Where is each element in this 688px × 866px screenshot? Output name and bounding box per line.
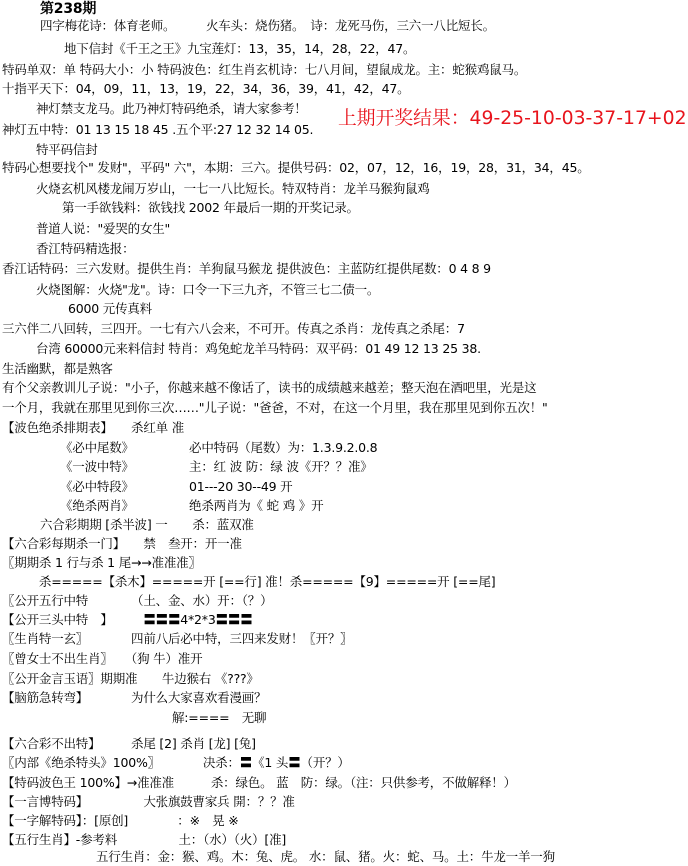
line-24: 《必中特段》 01---20 30--49 开 xyxy=(60,479,293,494)
line-01: 四字梅花诗：体育老师。 火车头：烧伤猪。 诗：龙死马伤，三六一八比短长。 xyxy=(40,18,495,33)
line-40: 【一言博特码】 大张旗鼓曹家兵 開：？？准 xyxy=(2,794,295,809)
line-37: 【六合彩不出特】 杀尾 [2] 杀肖 [龙] [兔] xyxy=(2,736,256,751)
line-35: 【脑筋急转弯】 为什么大家喜欢看漫画？ xyxy=(2,690,267,705)
line-04: 十指平天下：04，09，11，13，19，22，34，36，39，41，42，47。 xyxy=(2,81,410,96)
line-09: 火烧玄机风楼龙闹万岁山，一七一八比短长。特双特肖：龙羊马猴狗鼠鸡 xyxy=(36,181,430,196)
line-08: 特码心想要找个" 发财"，平码" 六"，本期：三六。提供号码：02，07，12，16，19，28，31，34，45。 xyxy=(2,160,590,175)
line-15: 6000 元传真料 xyxy=(68,301,152,316)
line-34: 〖公开金言玉语〗期期准 牛边猴右 《???》 xyxy=(2,671,259,686)
line-02: 地下信封《千王之王》九宝莲灯：13，35，14，28，22，47。 xyxy=(64,41,416,56)
line-30: 〖公开五行中特 （土、金、水）开：（？） xyxy=(2,593,273,608)
line-11: 普道人说："爱哭的女生" xyxy=(36,221,171,236)
line-36: 解:==== 无聊 xyxy=(172,710,267,725)
line-39: 【特码波色王 100%】→准准准 杀：绿色。 蓝 防：绿。（注：只供参考，不做解释！） xyxy=(2,775,516,790)
line-25: 《绝杀两肖》 绝杀两肖为《 蛇 鸡 》开 xyxy=(60,498,324,513)
line-43: 五行生肖：金：猴、鸡。木：兔、虎。 水：鼠、猪。火：蛇、马。土：牛龙一羊一狗 xyxy=(96,849,555,864)
line-05: 神灯禁支龙马。此乃神灯特码绝杀，请大家参考！ xyxy=(36,101,307,116)
result-banner: 上期开奖结果：49-25-10-03-37-17+02 xyxy=(338,107,687,129)
line-31: 【公开三头中特 】 〓〓〓4*2*3〓〓〓 xyxy=(2,612,253,627)
line-28: 〖期期杀 1 行与杀 1 尾→→准准准〗 xyxy=(2,555,201,570)
line-13: 香江话特码：三六发财。提供生肖：羊狗鼠马猴龙 提供波色：主蓝防红提供尾数：0 4 8 9 xyxy=(2,261,491,276)
line-23: 《一波中特》 主：红 波 防：绿 波《开？？准》 xyxy=(60,459,373,474)
line-10: 第一手欲钱料：欲钱找 2002 年最后一期的开奖记录。 xyxy=(62,200,359,215)
line-21: 【波色绝杀排期表】 杀红单 准 xyxy=(2,420,185,435)
line-07: 特平码信封 xyxy=(36,142,98,157)
issue-title: 第238期 xyxy=(40,1,97,17)
line-22: 《必中尾数》 必中特码（尾数）为：1.3.9.2.0.8 xyxy=(60,440,378,455)
line-38: 〖内部《绝杀特头》100%〗 决杀：〓《1 头〓（开？） xyxy=(2,755,350,770)
line-41: 【一字解特码】：[原创] ：※ 晃 ※ xyxy=(2,813,239,828)
line-42: 【五行生肖】-参考料 土：（水）（火）[准] xyxy=(2,832,287,847)
line-33: 〖曾女士不出生肖〗 （狗 牛）准开 xyxy=(2,651,203,666)
line-12: 香江特码精选报： xyxy=(36,241,135,256)
line-29: 杀=====【杀木】=====开 [==行] 准！杀=====【9】=====开 [==尾] xyxy=(2,574,496,589)
line-26: 六合彩期期 [杀半波] 一 杀：蓝双准 xyxy=(40,517,254,532)
line-18: 生活幽默，都是熟客 xyxy=(2,361,113,376)
line-14: 火烧图解：火烧"龙"。诗：口令一下三九齐，不管三七二债一。 xyxy=(36,282,380,297)
line-17: 台湾 60000元来料信封 特肖：鸡兔蛇龙羊马特码：双平码：01 49 12 13 25 38. xyxy=(36,341,481,356)
line-16: 三六伴二八回转，三四开。一七有六八会来，不可开。传真之杀肖：龙传真之杀尾：7 xyxy=(2,321,465,336)
line-19: 有个父亲教训儿子说："小子，你越来越不像话了，读书的成绩越来越差；整天泡在酒吧里，光是这 xyxy=(2,380,537,395)
line-20: 一个月，我就在那里见到你三次……"儿子说："爸爸，不对，在这一个月里，我在那里见到你五次！" xyxy=(2,400,548,415)
line-27: 【六合彩每期杀一门】 禁 叁开：开一准 xyxy=(2,536,242,551)
line-32: 〖生肖特一玄〗 四前八后必中特，三四来发财！〖开？〗 xyxy=(2,631,353,646)
line-03: 特码单双：单 特码大小：小 特码波色：红生肖玄机诗：七八月间，望鼠成龙。主：蛇猴鸡鼠马。 xyxy=(2,62,527,77)
line-06: 神灯五中特：01 13 15 18 45 .五个平:27 12 32 14 05. xyxy=(2,122,314,137)
